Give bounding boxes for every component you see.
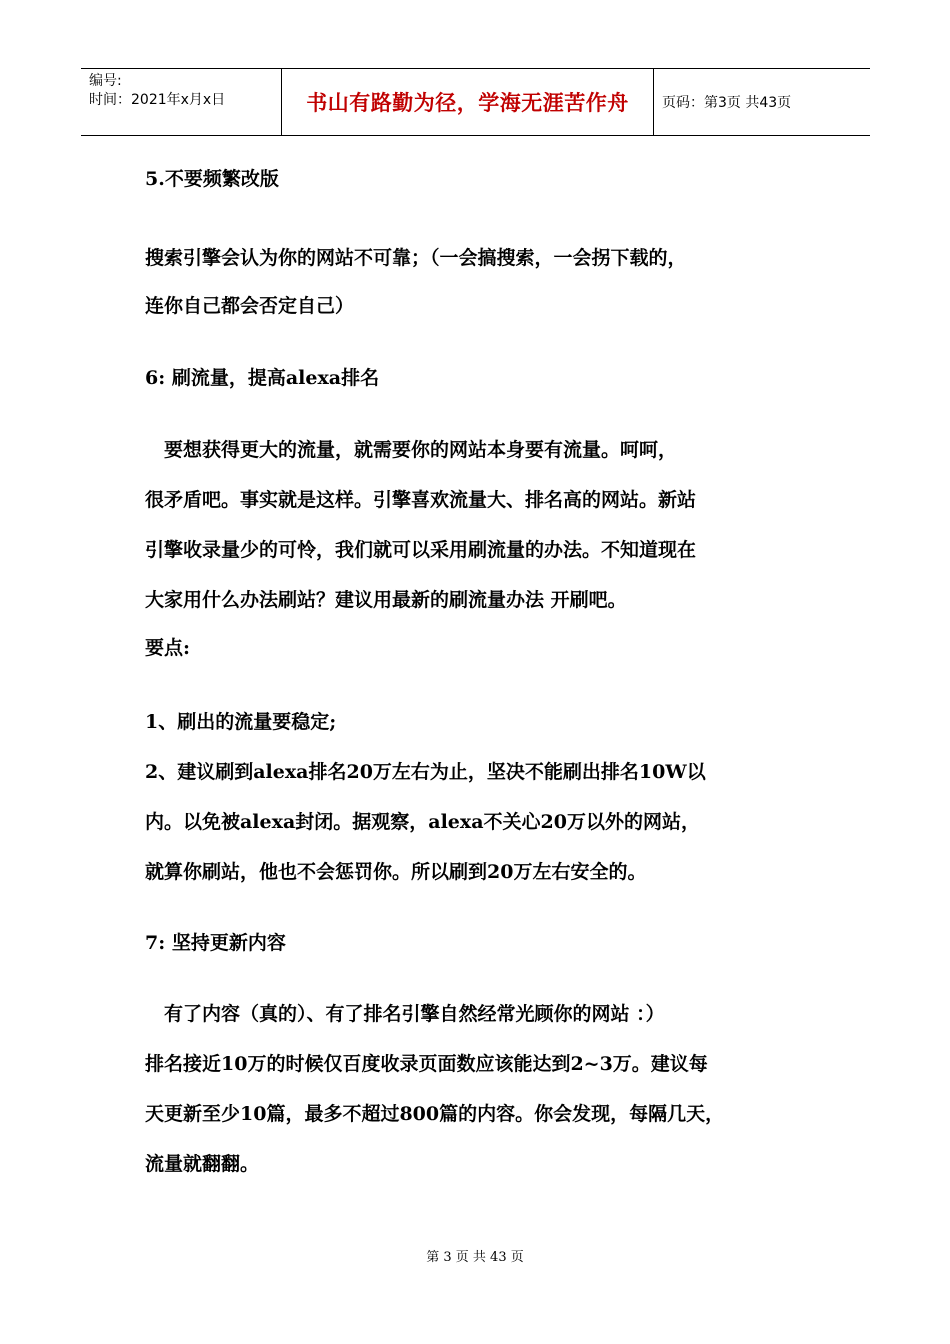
paragraph-line: 内。以免被alexa封闭。据观察，alexa不关心20万以外的网站，: [145, 811, 700, 833]
header-page-info: 页码：第3页 共43页: [662, 95, 792, 111]
paragraph-line: 引擎收录量少的可怜，我们就可以采用刷流量的办法。不知道现在: [145, 539, 697, 561]
time-label: 时间：2021年x月x日: [89, 92, 226, 108]
key-points-label: 要点:: [145, 637, 191, 659]
header-motto: 书山有路勤为径，学海无涯苦作舟: [282, 69, 654, 135]
paragraph-line: 就算你刷站，他也不会惩罚你。所以刷到20万左右安全的。: [145, 861, 647, 883]
paragraph-line: 流量就翻翻。: [145, 1153, 260, 1175]
paragraph-line: 有了内容（真的）、有了排名引擎自然经常光顾你的网站 ：）: [145, 1003, 665, 1025]
heading-5: 5.不要频繁改版: [145, 168, 279, 190]
paragraph-line: 很矛盾吧。事实就是这样。引擎喜欢流量大、排名高的网站。新站: [145, 489, 697, 511]
list-item: 2、建议刷到alexa排名20万左右为止，坚决不能刷出排名10W以: [145, 761, 706, 783]
paragraph-line: 要想获得更大的流量，就需要你的网站本身要有流量。呵呵，: [145, 439, 678, 461]
paragraph-line: 搜索引擎会认为你的网站不可靠；（一会搞搜索，一会拐下载的，: [145, 247, 687, 269]
paragraph-line: 大家用什么办法刷站？建议用最新的刷流量办法 开刷吧。: [145, 589, 627, 611]
heading-6: 6: 刷流量，提高alexa排名: [145, 367, 380, 389]
list-item: 1、刷出的流量要稳定;: [145, 711, 337, 733]
header-meta: [81, 69, 282, 135]
page-header: [81, 68, 870, 136]
paragraph-line: 连你自己都会否定自己）: [145, 295, 355, 317]
heading-7: 7: 坚持更新内容: [145, 932, 286, 954]
paragraph-line: 天更新至少10篇，最多不超过800篇的内容。你会发现，每隔几天，: [145, 1103, 725, 1125]
paragraph-line: 排名接近10万的时候仅百度收录页面数应该能达到2~3万。建议每: [145, 1053, 708, 1075]
page-footer: 第 3 页 共 43 页: [426, 1250, 524, 1265]
number-label: 编号:: [89, 73, 122, 89]
